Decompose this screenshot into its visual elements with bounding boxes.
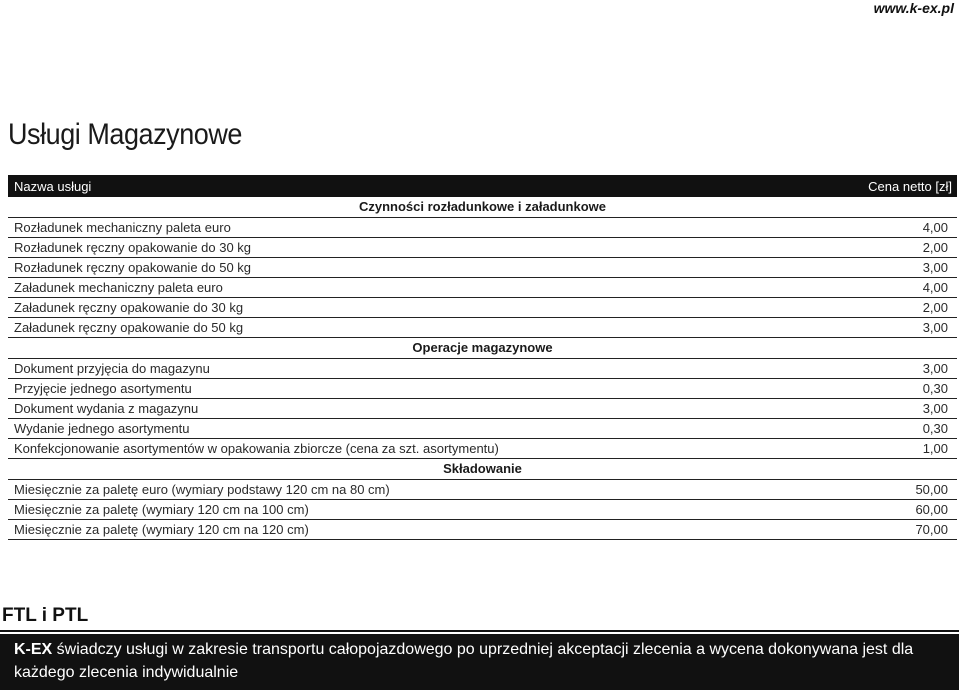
table-header	[8, 175, 957, 197]
table-row	[8, 439, 957, 459]
table-row	[8, 298, 957, 318]
service-name: Rozładunek mechaniczny paleta euro	[14, 220, 231, 235]
table-row	[8, 238, 957, 258]
service-price: 0,30	[922, 381, 948, 396]
section-title-storage: Składowanie	[8, 459, 957, 480]
service-name: Miesięcznie za paletę (wymiary 120 cm na 120 cm)	[14, 522, 309, 537]
service-price: 3,00	[922, 361, 948, 376]
service-name: Przyjęcie jednego asortymentu	[14, 381, 192, 396]
table-row	[8, 520, 957, 540]
service-price: 3,00	[922, 320, 948, 335]
site-url[interactable]: www.k-ex.pl	[873, 0, 954, 16]
service-name: Załadunek ręczny opakowanie do 30 kg	[14, 300, 244, 315]
service-name: Wydanie jednego asortymentu	[14, 421, 190, 436]
table-row	[8, 258, 957, 278]
service-name: Dokument wydania z magazynu	[14, 401, 199, 416]
column-header-price: Cena netto [zł]	[868, 178, 952, 194]
service-price: 4,00	[922, 280, 948, 295]
service-name: Rozładunek ręczny opakowanie do 50 kg	[14, 260, 252, 275]
service-price: 70,00	[915, 522, 948, 537]
service-price: 3,00	[922, 401, 948, 416]
service-name: Dokument przyjęcia do magazynu	[14, 361, 210, 376]
section-title-loading: Czynności rozładunkowe i załadunkowe	[8, 197, 957, 218]
table-row	[8, 318, 957, 338]
section-title-warehouse-operations: Operacje magazynowe	[8, 338, 957, 359]
table-row	[8, 500, 957, 520]
service-name: Miesięcznie za paletę (wymiary 120 cm na 100 cm)	[14, 502, 309, 517]
table-row	[8, 419, 957, 439]
ftl-description: świadczy usługi w zakresie transportu całopojazdowego po uprzedniej akceptacji zlecenia a wycena dokonywana jest dla każdego zlecenia indywidualnie	[14, 641, 914, 681]
ftl-section-title: FTL i PTL	[2, 605, 89, 626]
brand-name: K-EX	[14, 641, 53, 658]
service-price: 3,00	[922, 260, 948, 275]
service-name: Rozładunek ręczny opakowanie do 30 kg	[14, 240, 252, 255]
price-table	[8, 175, 957, 540]
table-row	[8, 278, 957, 298]
service-price: 50,00	[915, 482, 948, 497]
table-row	[8, 379, 957, 399]
page-title: Usługi Magazynowe	[8, 118, 242, 151]
service-price: 4,00	[922, 220, 948, 235]
service-name: Miesięcznie za paletę euro (wymiary podstawy 120 cm na 80 cm)	[14, 482, 390, 497]
service-price: 2,00	[922, 240, 948, 255]
service-name: Załadunek mechaniczny paleta euro	[14, 280, 223, 295]
service-price: 60,00	[915, 502, 948, 517]
table-row	[8, 218, 957, 238]
table-row	[8, 399, 957, 419]
service-price: 2,00	[922, 300, 948, 315]
divider	[0, 630, 959, 632]
ftl-description-box	[0, 634, 959, 690]
service-name: Konfekcjonowanie asortymentów w opakowania zbiorcze (cena za szt. asortymentu)	[14, 441, 499, 456]
service-price: 1,00	[922, 441, 948, 456]
column-header-name: Nazwa usługi	[14, 178, 92, 194]
service-price: 0,30	[922, 421, 948, 436]
table-row	[8, 480, 957, 500]
service-name: Załadunek ręczny opakowanie do 50 kg	[14, 320, 244, 335]
table-row	[8, 359, 957, 379]
